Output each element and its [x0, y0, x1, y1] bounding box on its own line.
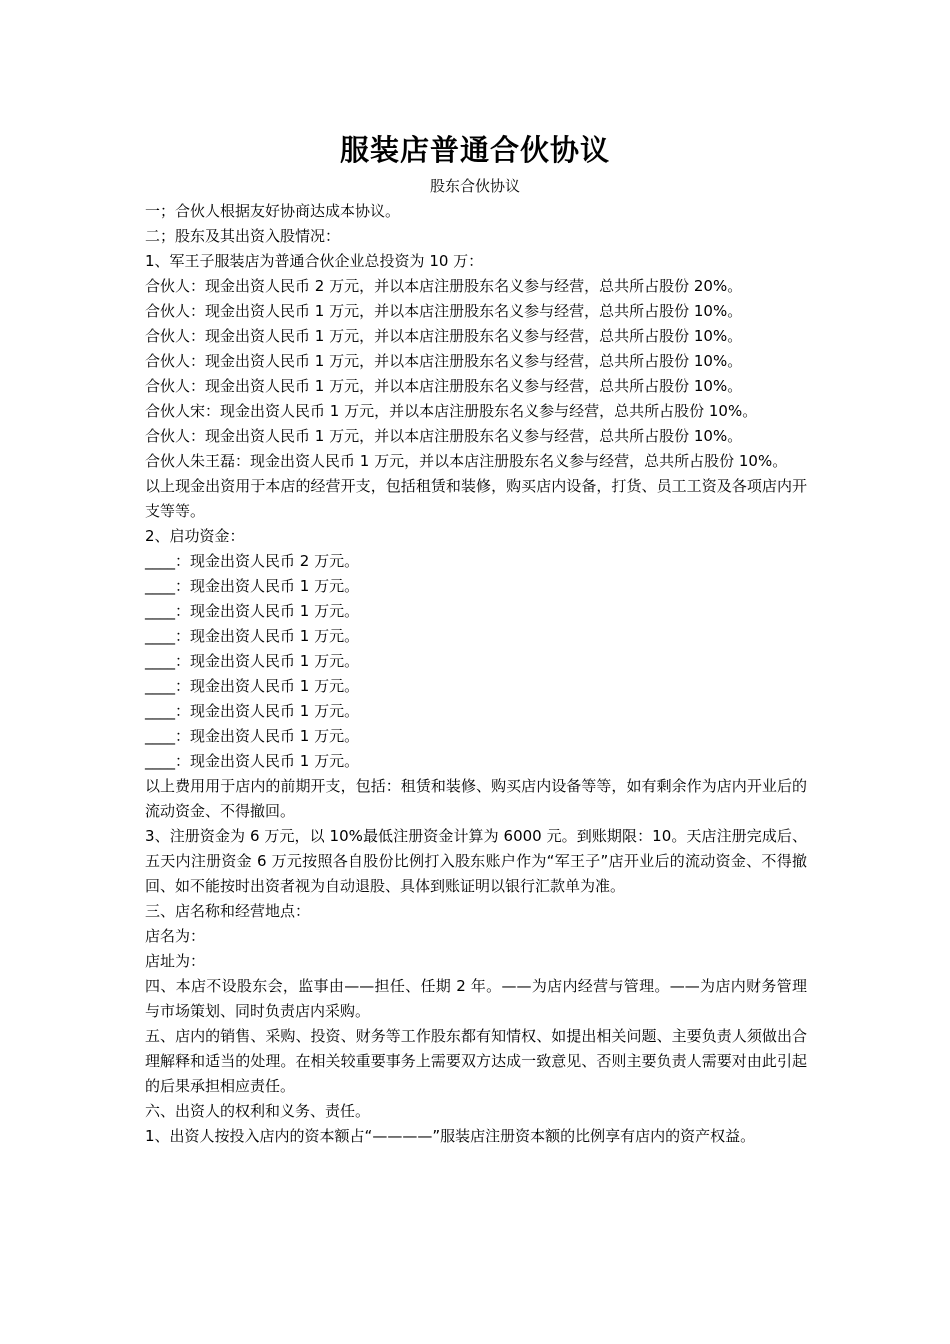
paragraph: 1、军王子服装店为普通合伙企业总投资为 10 万： — [145, 252, 484, 270]
paragraph: 合伙人：现金出资人民币 1 万元，并以本店注册股东名义参与经营，总共所占股份 10%。 — [145, 427, 743, 445]
paragraph: 三、店名称和经营地点： — [145, 902, 311, 920]
paragraph: 3、注册资金为 6 万元，以 10%最低注册资金计算为 6000 元。到账期限：10。天店注册完成后、五天内注册资金 6 万元按照各自股份比例打入股东账户作为“军王子”店开业后的流动资金、不得撤回、如不能按时出资者视为自动退股、具体到账证明以银行汇款单为准。 — [145, 827, 807, 895]
paragraph: ____：现金出资人民币 1 万元。 — [145, 627, 360, 645]
document-subtitle: 股东合伙协议 — [429, 177, 520, 195]
paragraph: 店名为： — [145, 927, 206, 945]
paragraph: 以上现金出资用于本店的经营开支，包括租赁和装修，购买店内设备，打货、员工工资及各项店内开支等等。 — [145, 477, 807, 520]
paragraph: ____：现金出资人民币 1 万元。 — [145, 752, 360, 770]
paragraph: 合伙人朱王磊：现金出资人民币 1 万元，并以本店注册股东名义参与经营，总共所占股份 10%。 — [145, 452, 788, 470]
paragraph: 以上费用用于店内的前期开支，包括：租赁和装修、购买店内设备等等，如有剩余作为店内开业后的流动资金、不得撤回。 — [145, 777, 807, 820]
paragraph: 2、启功资金： — [145, 527, 245, 545]
paragraph: 二；股东及其出资入股情况： — [145, 227, 341, 245]
paragraph: ____：现金出资人民币 1 万元。 — [145, 577, 360, 595]
paragraph: 合伙人：现金出资人民币 2 万元，并以本店注册股东名义参与经营，总共所占股份 20%。 — [145, 277, 743, 295]
paragraph: ____：现金出资人民币 1 万元。 — [145, 677, 360, 695]
paragraph: 合伙人：现金出资人民币 1 万元，并以本店注册股东名义参与经营，总共所占股份 10%。 — [145, 352, 743, 370]
paragraph: 六、出资人的权利和义务、责任。 — [145, 1102, 371, 1120]
paragraph: 四、本店不设股东会，监事由——担任、任期 2 年。——为店内经营与管理。——为店内财务管理与市场策划、同时负责店内采购。 — [145, 977, 807, 1020]
document-body — [145, 199, 807, 1149]
paragraph: 一；合伙人根据友好协商达成本协议。 — [145, 202, 401, 220]
paragraph: ____：现金出资人民币 2 万元。 — [145, 552, 360, 570]
paragraph: 合伙人：现金出资人民币 1 万元，并以本店注册股东名义参与经营，总共所占股份 10%。 — [145, 302, 743, 320]
paragraph: 合伙人：现金出资人民币 1 万元，并以本店注册股东名义参与经营，总共所占股份 10%。 — [145, 377, 743, 395]
paragraph: 1、出资人按投入店内的资本额占“————”服装店注册资本额的比例享有店内的资产权益。 — [145, 1127, 756, 1145]
paragraph: 合伙人宋：现金出资人民币 1 万元，并以本店注册股东名义参与经营，总共所占股份 10%。 — [145, 402, 758, 420]
paragraph: 合伙人：现金出资人民币 1 万元，并以本店注册股东名义参与经营，总共所占股份 10%。 — [145, 327, 743, 345]
paragraph: ____：现金出资人民币 1 万元。 — [145, 602, 360, 620]
document-title: 服装店普通合伙协议 — [339, 133, 610, 167]
paragraph: ____：现金出资人民币 1 万元。 — [145, 702, 360, 720]
paragraph: ____：现金出资人民币 1 万元。 — [145, 727, 360, 745]
paragraph: 五、店内的销售、采购、投资、财务等工作股东都有知情权、如提出相关问题、主要负责人须做出合理解释和适当的处理。在相关较重要事务上需要双方达成一致意见、否则主要负责人需要对由此引起的后果承担相应责任。 — [145, 1027, 807, 1095]
paragraph: ____：现金出资人民币 1 万元。 — [145, 652, 360, 670]
paragraph: 店址为： — [145, 952, 206, 970]
